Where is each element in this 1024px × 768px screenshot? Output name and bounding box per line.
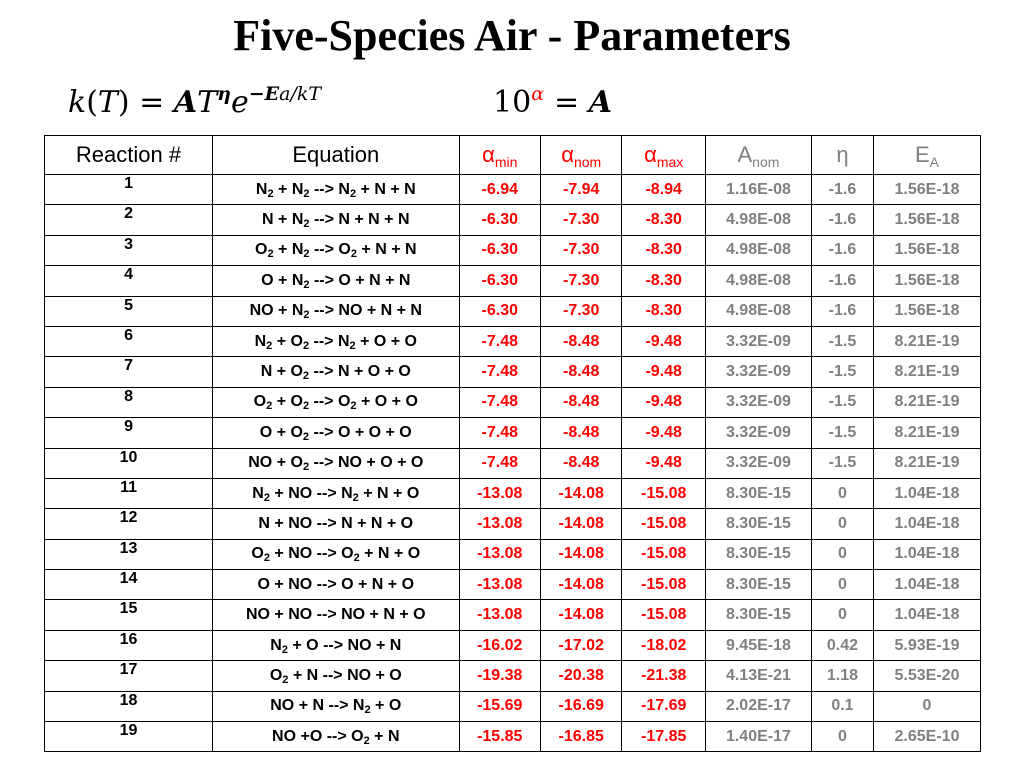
- reaction-number-cell: 8: [45, 387, 213, 417]
- table-row: [45, 235, 981, 265]
- formula-a-sub: a: [279, 83, 291, 105]
- a-nom-cell: 3.32E-09: [705, 326, 811, 356]
- equation-cell: [213, 661, 459, 691]
- reaction-number-cell: 19: [45, 722, 213, 752]
- header-alpha-min-symbol: α: [482, 142, 495, 167]
- header-eta: η: [811, 136, 873, 175]
- header-ea-symbol: E: [914, 142, 930, 167]
- eta-cell: -1.5: [811, 448, 873, 478]
- eta-cell: 0.42: [811, 630, 873, 660]
- equation-text: NO + NO --> NO + N + O: [245, 606, 426, 624]
- header-ea: [874, 136, 981, 175]
- alpha-max-cell: -17.85: [622, 722, 706, 752]
- equation-text: N: [255, 180, 268, 198]
- alpha-max-cell: -15.08: [622, 478, 706, 508]
- table-row: [45, 448, 981, 478]
- ea-cell: 0: [874, 691, 981, 721]
- alpha-max-cell: -9.48: [622, 387, 706, 417]
- alpha-nom-cell: -14.08: [540, 539, 621, 569]
- equation-cell: [213, 722, 459, 752]
- equation-subscript: 2: [364, 704, 371, 717]
- equation-subscript: 2: [266, 400, 273, 413]
- equation-subscript: 2: [263, 491, 270, 504]
- equation-subscript: 2: [302, 370, 310, 383]
- table-row: [45, 266, 981, 296]
- eta-cell: -1.6: [811, 266, 873, 296]
- table-row: [45, 175, 981, 205]
- equation-text: N + NO --> N + N + O: [258, 514, 414, 532]
- ea-cell: 8.21E-19: [874, 326, 981, 356]
- formula-t: T: [97, 85, 118, 120]
- alpha-min-cell: -13.08: [459, 539, 540, 569]
- eta-cell: 0: [811, 509, 873, 539]
- equation-text: --> O + N + N: [309, 271, 411, 289]
- alpha-max-cell: -17.69: [622, 691, 706, 721]
- alpha-max-cell: -9.48: [622, 418, 706, 448]
- alpha-min-cell: -6.30: [459, 235, 540, 265]
- formula-exponent: −E: [248, 83, 280, 105]
- ea-cell: 1.04E-18: [874, 478, 981, 508]
- equation-text: N + O: [260, 363, 303, 381]
- alpha-max-cell: -15.08: [622, 570, 706, 600]
- table-row: [45, 630, 981, 660]
- alpha-min-cell: -7.48: [459, 357, 540, 387]
- equation-cell: [213, 600, 459, 630]
- alpha-max-cell: -8.30: [622, 296, 706, 326]
- formula-a2: A: [588, 85, 612, 120]
- equation-text: O + N: [261, 271, 304, 289]
- header-a-nom: [705, 136, 811, 175]
- equation-text: + N: [273, 241, 304, 259]
- alpha-nom-cell: -14.08: [540, 570, 621, 600]
- alpha-max-cell: -8.94: [622, 175, 706, 205]
- equation-cell: [213, 448, 459, 478]
- alpha-max-cell: -9.48: [622, 326, 706, 356]
- rate-formula: $k(T) = AT^\eta e^{-Ea/kT}$: [68, 83, 322, 120]
- equation-text: O: [269, 666, 283, 684]
- equation-text: + N: [273, 180, 304, 198]
- table-row: [45, 661, 981, 691]
- header-alpha-nom: [540, 136, 621, 175]
- header-alpha-max-sub: max: [656, 154, 684, 170]
- ea-cell: 1.04E-18: [874, 509, 981, 539]
- a-nom-cell: 8.30E-15: [705, 478, 811, 508]
- ea-cell: 1.04E-18: [874, 539, 981, 569]
- equation-text: + N: [369, 727, 400, 745]
- equation-cell: [213, 205, 459, 235]
- alpha-min-cell: -7.48: [459, 448, 540, 478]
- reaction-number-cell: 13: [45, 539, 213, 569]
- equation-cell: [213, 326, 459, 356]
- reaction-number-cell: 1: [45, 175, 213, 205]
- header-equation: Equation: [213, 136, 459, 175]
- header-a-nom-sub: nom: [752, 154, 780, 170]
- table-row: [45, 509, 981, 539]
- eta-cell: 0: [811, 539, 873, 569]
- equation-text: --> N: [309, 332, 350, 350]
- a-nom-cell: 4.98E-08: [705, 235, 811, 265]
- equation-text: --> N: [309, 180, 350, 198]
- equation-subscript: 2: [302, 461, 310, 474]
- alpha-nom-cell: -7.30: [540, 266, 621, 296]
- table-row: [45, 691, 981, 721]
- equation-cell: [213, 175, 459, 205]
- equation-text: NO + N: [249, 302, 304, 320]
- alpha-max-cell: -9.48: [622, 448, 706, 478]
- ea-cell: 8.21E-19: [874, 418, 981, 448]
- equation-text: N: [254, 332, 267, 350]
- equation-cell: [213, 387, 459, 417]
- equation-subscript: 2: [350, 248, 357, 261]
- equation-text: + O + O: [355, 332, 417, 350]
- equation-subscript: 2: [281, 643, 288, 656]
- header-a-nom-symbol: A: [737, 142, 753, 167]
- equation-text: + O --> NO + N: [287, 636, 402, 654]
- alpha-min-cell: -6.30: [459, 266, 540, 296]
- alpha-nom-cell: -8.48: [540, 326, 621, 356]
- equation-text: --> NO + N + N: [309, 302, 422, 320]
- alpha-min-cell: -13.08: [459, 570, 540, 600]
- reaction-number-cell: 7: [45, 357, 213, 387]
- alpha-max-cell: -18.02: [622, 630, 706, 660]
- alpha-min-cell: -6.94: [459, 175, 540, 205]
- alpha-min-cell: -15.85: [459, 722, 540, 752]
- equation-text: + N + N: [356, 241, 417, 259]
- header-alpha-nom-symbol: α: [561, 142, 574, 167]
- reaction-number-cell: 11: [45, 478, 213, 508]
- equation-text: + N + N: [356, 180, 416, 198]
- equation-cell: [213, 418, 459, 448]
- a-nom-cell: 3.32E-09: [705, 357, 811, 387]
- equation-subscript: 2: [349, 339, 356, 352]
- table-row: [45, 326, 981, 356]
- alpha-max-cell: -8.30: [622, 235, 706, 265]
- alpha-nom-cell: -20.38: [540, 661, 621, 691]
- equation-subscript: 2: [267, 248, 274, 261]
- equation-cell: [213, 539, 459, 569]
- reaction-number-cell: 10: [45, 448, 213, 478]
- reaction-number-cell: 2: [45, 205, 213, 235]
- alpha-nom-cell: -14.08: [540, 600, 621, 630]
- table-header-row: [45, 136, 981, 175]
- reaction-number-cell: 12: [45, 509, 213, 539]
- a-nom-cell: 2.02E-17: [705, 691, 811, 721]
- reaction-number-cell: 6: [45, 326, 213, 356]
- table-row: [45, 418, 981, 448]
- alpha-min-cell: -7.48: [459, 326, 540, 356]
- equation-cell: [213, 235, 459, 265]
- equation-text: + NO --> N: [269, 484, 353, 502]
- alpha-nom-cell: -8.48: [540, 448, 621, 478]
- table-row: [45, 478, 981, 508]
- table-row: [45, 387, 981, 417]
- alpha-max-cell: -15.08: [622, 600, 706, 630]
- alpha-max-cell: -21.38: [622, 661, 706, 691]
- equation-text: + N + O: [359, 545, 421, 563]
- a-nom-cell: 8.30E-15: [705, 570, 811, 600]
- equation-text: O: [255, 241, 268, 259]
- ea-cell: 1.04E-18: [874, 600, 981, 630]
- equation-text: O + O: [259, 423, 303, 441]
- equation-subscript: 2: [303, 278, 310, 291]
- table-row: [45, 600, 981, 630]
- parameters-table: [44, 135, 981, 752]
- header-alpha-min: [459, 136, 540, 175]
- equation-text: O + NO --> O + N + O: [257, 575, 415, 593]
- equation-subscript: 2: [302, 339, 310, 352]
- a-nom-cell: 4.13E-21: [705, 661, 811, 691]
- equation-text: O: [251, 545, 264, 563]
- alpha-min-cell: -7.48: [459, 418, 540, 448]
- equation-subscript: 2: [303, 309, 310, 322]
- a-nom-cell: 8.30E-15: [705, 509, 811, 539]
- reaction-number-cell: 3: [45, 235, 213, 265]
- equation-subscript: 2: [303, 248, 310, 261]
- eta-cell: -1.6: [811, 296, 873, 326]
- reaction-number-cell: 15: [45, 600, 213, 630]
- eta-cell: 0: [811, 600, 873, 630]
- equation-text: + O: [272, 332, 303, 350]
- eta-cell: -1.6: [811, 175, 873, 205]
- alpha-nom-cell: -16.85: [540, 722, 621, 752]
- equation-text: + N --> NO + O: [288, 666, 402, 684]
- equation-text: --> O + O + O: [309, 423, 412, 441]
- equation-subscript: 2: [353, 552, 360, 565]
- alpha-nom-cell: -14.08: [540, 478, 621, 508]
- equation-cell: [213, 296, 459, 326]
- a-nom-cell: 8.30E-15: [705, 600, 811, 630]
- page-title: Five-Species Air - Parameters: [233, 11, 791, 60]
- equation-cell: [213, 630, 459, 660]
- alpha-min-cell: -13.08: [459, 478, 540, 508]
- formula-ten: 10: [493, 85, 532, 120]
- equation-subscript: 2: [349, 187, 357, 200]
- equation-subscript: 2: [302, 430, 310, 443]
- eta-cell: 1.18: [811, 661, 873, 691]
- equation-text: NO +O --> O: [272, 727, 364, 745]
- alpha-formula: [493, 78, 612, 128]
- equation-subscript: 2: [303, 187, 310, 200]
- a-nom-cell: 4.98E-08: [705, 266, 811, 296]
- equation-subscript: 2: [267, 187, 274, 200]
- alpha-nom-cell: -7.30: [540, 235, 621, 265]
- formula-alpha: α: [531, 83, 545, 105]
- alpha-nom-cell: -17.02: [540, 630, 621, 660]
- header-reaction: Reaction #: [45, 136, 213, 175]
- alpha-min-cell: -13.08: [459, 509, 540, 539]
- ea-cell: 8.21E-19: [874, 448, 981, 478]
- equation-text: NO + O: [248, 454, 303, 472]
- alpha-nom-cell: -7.30: [540, 205, 621, 235]
- formula-k: k: [68, 85, 87, 120]
- ea-cell: 8.21E-19: [874, 387, 981, 417]
- equation-subscript: 2: [352, 491, 359, 504]
- eta-cell: -1.6: [811, 205, 873, 235]
- equation-text: N: [252, 484, 264, 502]
- equation-text: + O: [370, 697, 402, 715]
- formula-kt: /kT: [290, 83, 322, 105]
- alpha-min-cell: -19.38: [459, 661, 540, 691]
- formula-e: e: [230, 85, 249, 120]
- eta-cell: -1.5: [811, 387, 873, 417]
- a-nom-cell: 3.32E-09: [705, 418, 811, 448]
- ea-cell: 5.53E-20: [874, 661, 981, 691]
- eta-cell: 0: [811, 570, 873, 600]
- equation-subscript: 2: [350, 400, 357, 413]
- alpha-min-cell: -6.30: [459, 296, 540, 326]
- a-nom-cell: 9.45E-18: [705, 630, 811, 660]
- alpha-max-cell: -8.30: [622, 205, 706, 235]
- reaction-number-cell: 14: [45, 570, 213, 600]
- alpha-nom-cell: -7.94: [540, 175, 621, 205]
- equation-subscript: 2: [302, 400, 310, 413]
- alpha-min-cell: -6.30: [459, 205, 540, 235]
- ea-cell: 1.56E-18: [874, 175, 981, 205]
- alpha-min-cell: -15.69: [459, 691, 540, 721]
- header-alpha-min-sub: min: [494, 154, 518, 170]
- alpha-max-cell: -8.30: [622, 266, 706, 296]
- formula-equals-2: =: [554, 85, 580, 120]
- a-nom-cell: 4.98E-08: [705, 205, 811, 235]
- formula-eta: η: [217, 83, 231, 105]
- a-nom-cell: 1.16E-08: [705, 175, 811, 205]
- equation-text: --> N + O + O: [309, 363, 411, 381]
- equation-text: + O + O: [356, 393, 418, 411]
- alpha-max-cell: -15.08: [622, 509, 706, 539]
- eta-cell: -1.5: [811, 326, 873, 356]
- header-alpha-max-symbol: α: [644, 142, 657, 167]
- ea-cell: 1.04E-18: [874, 570, 981, 600]
- alpha-nom-cell: -14.08: [540, 509, 621, 539]
- header-ea-sub: A: [929, 154, 940, 170]
- equation-subscript: 2: [303, 218, 310, 231]
- equation-text: + NO --> O: [269, 545, 354, 563]
- ea-cell: 1.56E-18: [874, 296, 981, 326]
- eta-cell: 0: [811, 478, 873, 508]
- table-row: [45, 570, 981, 600]
- eta-cell: 0.1: [811, 691, 873, 721]
- equation-text: + N + O: [358, 484, 420, 502]
- equation-text: + O: [272, 393, 303, 411]
- equation-text: O: [253, 393, 267, 411]
- alpha-nom-cell: -8.48: [540, 387, 621, 417]
- eta-cell: 0: [811, 722, 873, 752]
- ea-cell: 1.56E-18: [874, 205, 981, 235]
- alpha-nom-cell: -7.30: [540, 296, 621, 326]
- ea-cell: 1.56E-18: [874, 266, 981, 296]
- equation-subscript: 2: [266, 339, 273, 352]
- formula-equals: =: [139, 85, 165, 120]
- alpha-max-cell: -9.48: [622, 357, 706, 387]
- equation-cell: [213, 509, 459, 539]
- header-alpha-max: [622, 136, 706, 175]
- ea-cell: 2.65E-10: [874, 722, 981, 752]
- alpha-min-cell: -13.08: [459, 600, 540, 630]
- table-row: [45, 722, 981, 752]
- formula-t2: T: [197, 85, 218, 120]
- eta-cell: -1.5: [811, 418, 873, 448]
- table-row: [45, 357, 981, 387]
- reaction-number-cell: 18: [45, 691, 213, 721]
- formula-a: A: [173, 85, 198, 120]
- equation-subscript: 2: [282, 673, 289, 686]
- ea-cell: 1.56E-18: [874, 235, 981, 265]
- equation-text: --> N + N + N: [309, 211, 410, 229]
- eta-cell: -1.6: [811, 235, 873, 265]
- reaction-number-cell: 4: [45, 266, 213, 296]
- a-nom-cell: 8.30E-15: [705, 539, 811, 569]
- alpha-min-cell: -16.02: [459, 630, 540, 660]
- equation-subscript: 2: [263, 552, 270, 565]
- a-nom-cell: 3.32E-09: [705, 387, 811, 417]
- alpha-nom-cell: -16.69: [540, 691, 621, 721]
- a-nom-cell: 3.32E-09: [705, 448, 811, 478]
- table-row: [45, 296, 981, 326]
- equation-text: N: [270, 636, 282, 654]
- a-nom-cell: 4.98E-08: [705, 296, 811, 326]
- alpha-max-cell: -15.08: [622, 539, 706, 569]
- equation-text: --> NO + O + O: [309, 454, 424, 472]
- table-row: [45, 539, 981, 569]
- reaction-number-cell: 9: [45, 418, 213, 448]
- header-alpha-nom-sub: nom: [573, 154, 602, 170]
- ea-cell: 8.21E-19: [874, 357, 981, 387]
- equation-cell: [213, 691, 459, 721]
- alpha-min-cell: -7.48: [459, 387, 540, 417]
- table-row: [45, 205, 981, 235]
- equation-cell: [213, 266, 459, 296]
- eta-cell: -1.5: [811, 357, 873, 387]
- reaction-number-cell: 17: [45, 661, 213, 691]
- equation-cell: [213, 478, 459, 508]
- reaction-number-cell: 16: [45, 630, 213, 660]
- alpha-nom-cell: -8.48: [540, 418, 621, 448]
- a-nom-cell: 1.40E-17: [705, 722, 811, 752]
- equation-subscript: 2: [363, 734, 370, 747]
- reaction-number-cell: 5: [45, 296, 213, 326]
- equation-text: N + N: [262, 211, 304, 229]
- equation-cell: [213, 570, 459, 600]
- equation-text: --> O: [309, 393, 351, 411]
- equation-text: --> O: [309, 241, 351, 259]
- equation-text: NO + N --> N: [270, 697, 365, 715]
- ea-cell: 5.93E-19: [874, 630, 981, 660]
- equation-cell: [213, 357, 459, 387]
- alpha-nom-cell: -8.48: [540, 357, 621, 387]
